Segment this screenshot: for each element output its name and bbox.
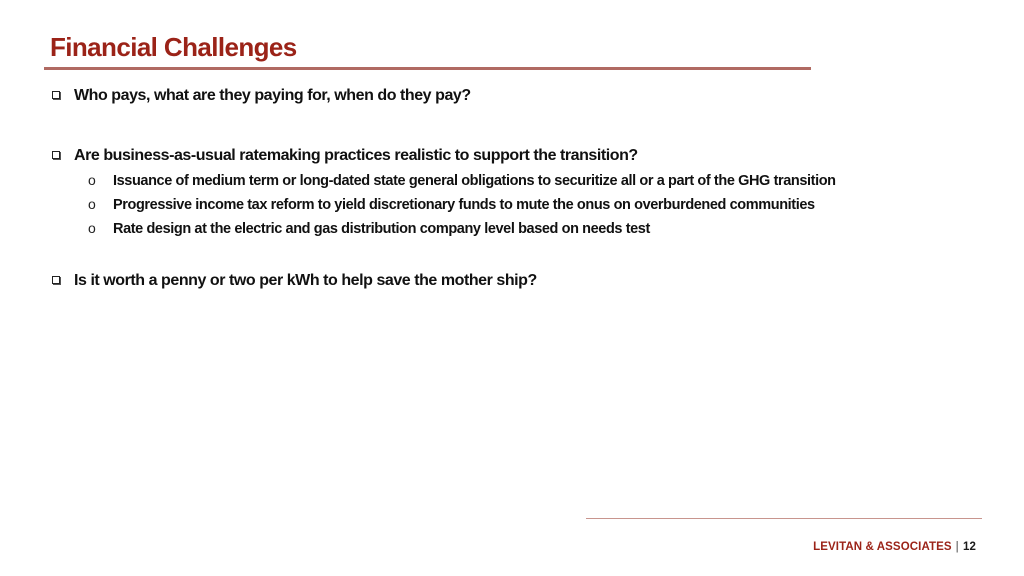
footer-separator: | <box>955 541 959 553</box>
sub-bullet-text: Progressive income tax reform to yield discretionary funds to mute the onus on overburdened communities <box>113 197 815 213</box>
page-number: 12 <box>963 541 976 553</box>
bullet-item-2 <box>52 147 638 165</box>
sub-bullet-item-2 <box>88 196 815 213</box>
bullet-text: Is it worth a penny or two per kWh to help save the mother ship? <box>74 272 537 289</box>
slide-title: Financial Challenges <box>50 32 297 62</box>
sub-bullet-text: Rate design at the electric and gas distribution company level based on needs test <box>113 221 650 237</box>
bullet-item-3 <box>52 272 537 290</box>
bullet-text: Are business-as-usual ratemaking practices realistic to support the transition? <box>74 147 638 164</box>
square-bullet-icon <box>52 151 60 159</box>
title-underline <box>44 67 811 70</box>
square-bullet-icon <box>52 276 60 284</box>
sub-bullet-item-3 <box>88 220 650 237</box>
circle-bullet-icon: o <box>88 220 96 236</box>
sub-bullet-text: Issuance of medium term or long-dated state general obligations to securitize all or a part of the GHG transition <box>113 173 836 189</box>
square-bullet-icon <box>52 91 60 99</box>
footer <box>813 541 976 553</box>
bullet-item-1 <box>52 87 471 105</box>
circle-bullet-icon: o <box>88 172 96 188</box>
footer-divider <box>586 518 982 519</box>
circle-bullet-icon: o <box>88 196 96 212</box>
bullet-text: Who pays, what are they paying for, when do they pay? <box>74 87 471 104</box>
sub-bullet-item-1 <box>88 172 836 189</box>
footer-company-name: LEVITAN & ASSOCIATES <box>813 541 952 553</box>
